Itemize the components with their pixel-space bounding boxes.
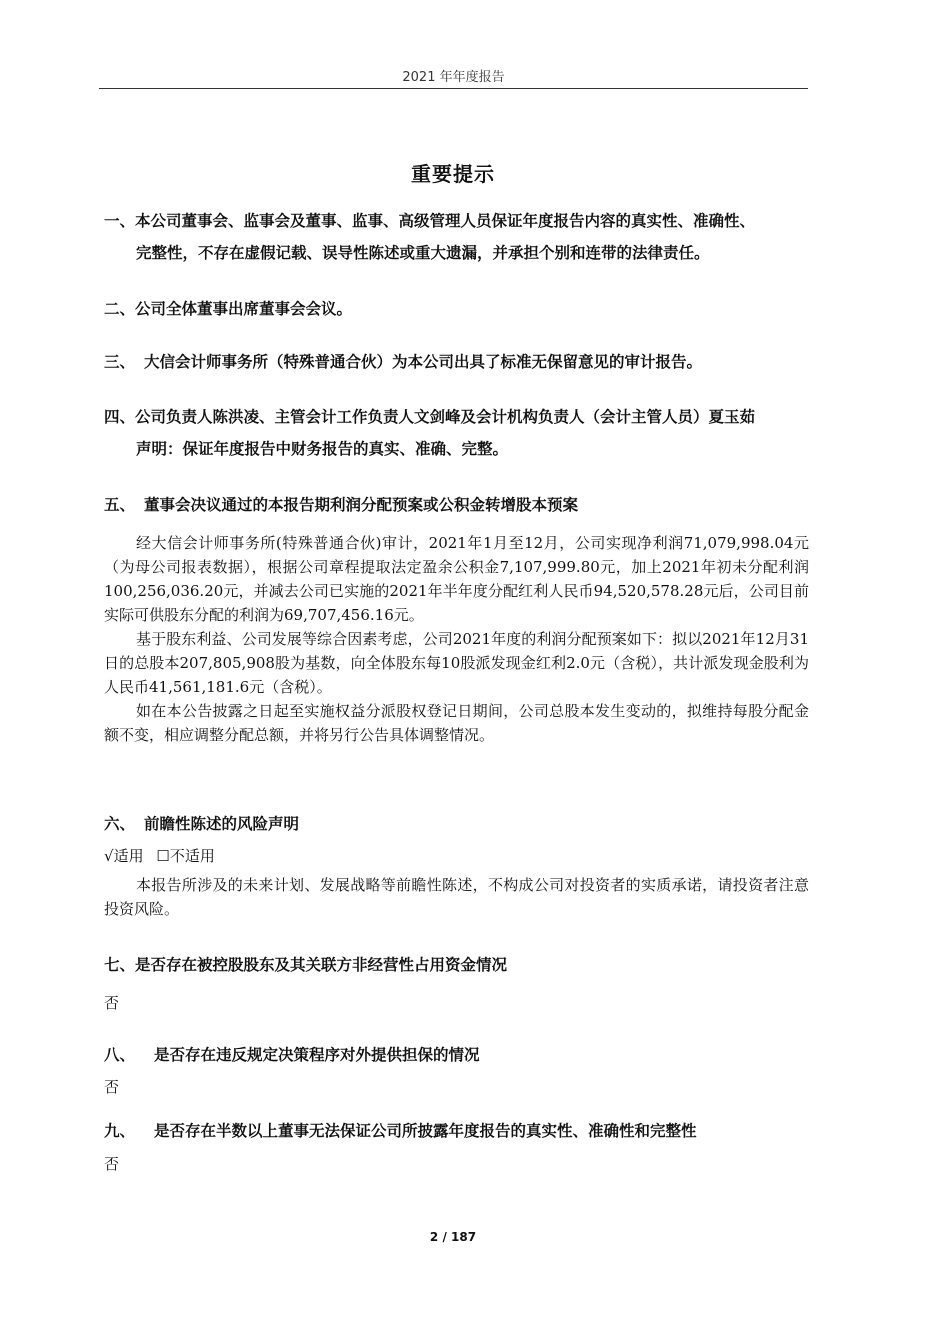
section-number: 五、 (104, 496, 136, 514)
section-number: 八、 (104, 1046, 136, 1064)
section-1-continuation: 完整性，不存在虚假记载、误导性陈述或重大遗漏，并承担个别和连带的法律责任。 (136, 244, 710, 262)
section-8-answer: 否 (104, 1078, 120, 1096)
section-text: 公司全体董事出席董事会会议。 (135, 300, 353, 318)
section-4 (104, 401, 755, 433)
paragraph: 如在本公告披露之日起至实施权益分派股权登记日期间，公司总股本发生变动的，拟维持每股分配金额不变，相应调整分配总额，并将另行公告具体调整情况。 (104, 702, 809, 744)
section-text: 是否存在违反规定决策程序对外提供担保的情况 (154, 1046, 480, 1064)
section-6-body (104, 873, 809, 921)
section-5-body (104, 531, 809, 747)
paragraph: 经大信会计师事务所(特殊普通合伙)审计，2021年1月至12月，公司实现净利润71,079,998.04元（为母公司报表数据），根据公司章程提取法定盈余公积金7,107,999.80元，加上2021年初未分配利润100,256,036.20元，并减去公司已实施的2021年半年度分配红利人民币94,520,578.28元后，公司目前实际可供股东分配的利润为69,707,456.16元。 (104, 534, 809, 624)
section-9-answer: 否 (104, 1155, 120, 1173)
applicability-options (104, 845, 215, 867)
section-number: 六、 (104, 815, 136, 833)
section-7 (104, 949, 507, 981)
paragraph: 本报告所涉及的未来计划、发展战略等前瞻性陈述，不构成公司对投资者的实质承诺，请投资者注意投资风险。 (104, 876, 809, 918)
page-title: 重要提示 (411, 162, 495, 186)
section-text: 是否存在半数以上董事无法保证公司所披露年度报告的真实性、准确性和完整性 (154, 1122, 697, 1140)
section-text: 董事会决议通过的本报告期利润分配预案或公积金转增股本预案 (144, 496, 579, 514)
section-text: 前瞻性陈述的风险声明 (144, 815, 300, 833)
section-3 (104, 346, 702, 378)
section-text: 公司负责人陈洪凌、主管会计工作负责人文剑峰及会计机构负责人（会计主管人员）夏玉茹 (135, 408, 756, 426)
checkmark-icon: √ (104, 847, 114, 865)
section-6 (104, 808, 299, 840)
section-number: 一、 (104, 212, 136, 230)
section-5 (104, 489, 578, 521)
section-number: 二、 (104, 300, 136, 318)
section-9 (104, 1115, 697, 1147)
section-1 (104, 205, 755, 237)
section-number: 三、 (104, 353, 136, 371)
empty-checkbox-icon: ☐ (156, 847, 170, 865)
section-text: 本公司董事会、监事会及董事、监事、高级管理人员保证年度报告内容的真实性、准确性、 (135, 212, 756, 230)
paragraph: 基于股东利益、公司发展等综合因素考虑，公司2021年度的利润分配预案如下：拟以2021年12月31日的总股本207,805,908股为基数，向全体股东每10股派发现金红利2.0元（含税），共计派发现金股利为人民币41,561,181.6元（含税）。 (104, 630, 809, 696)
section-number: 九、 (104, 1122, 136, 1140)
section-7-answer: 否 (104, 994, 120, 1012)
section-4-continuation: 声明：保证年度报告中财务报告的真实、准确、完整。 (136, 440, 509, 458)
page-number: 2 / 187 (429, 1230, 477, 1244)
applicable-label: 适用 (113, 847, 144, 865)
not-applicable-label: 不适用 (169, 847, 215, 865)
section-2 (104, 293, 352, 325)
page-header: 2021 年年度报告 (402, 70, 505, 85)
section-number: 四、 (104, 408, 136, 426)
section-number: 七、 (104, 956, 136, 974)
header-rule (99, 88, 808, 89)
section-text: 大信会计师事务所（特殊普通合伙）为本公司出具了标准无保留意见的审计报告。 (144, 353, 703, 371)
section-text: 是否存在被控股股东及其关联方非经营性占用资金情况 (135, 956, 508, 974)
section-8 (104, 1039, 480, 1071)
